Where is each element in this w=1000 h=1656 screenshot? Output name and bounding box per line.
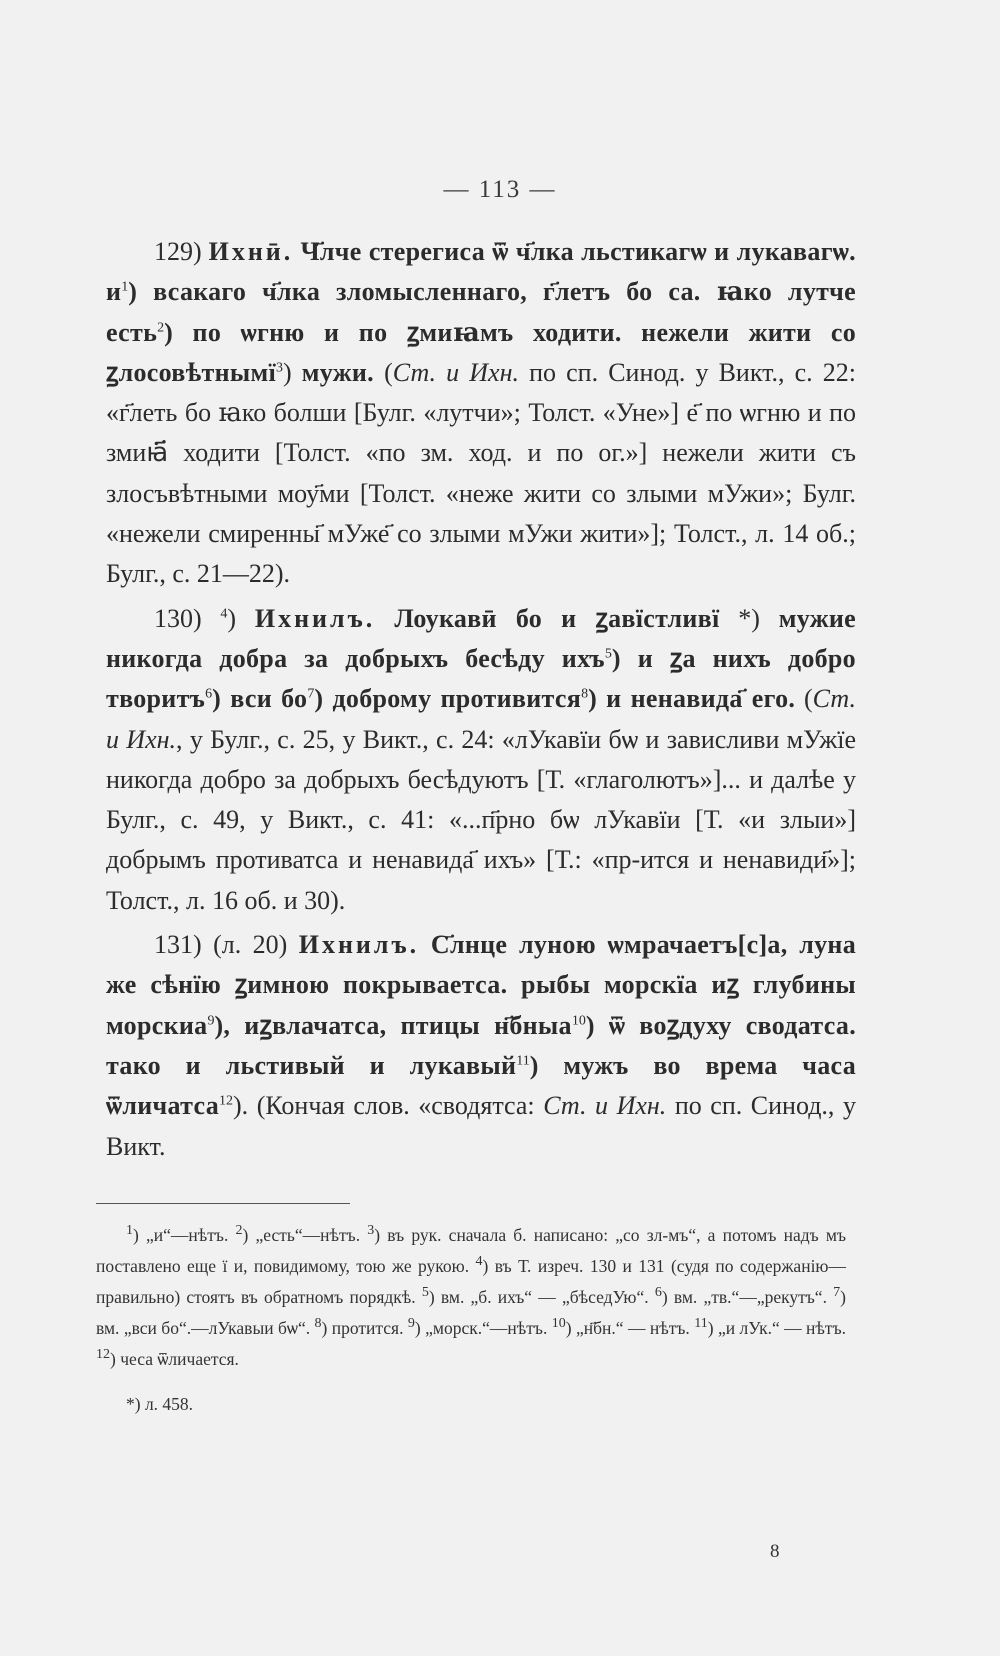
slavonic-text: ) и ꙁа нихъ добро творитъ [106, 643, 856, 714]
text-run: ) „н҃бн.“ — нѣтъ. [565, 1318, 695, 1338]
footnote-ref: 1 [121, 279, 129, 295]
slavonic-text: ) доброму противится [314, 684, 582, 714]
footnote-ref: 1 [126, 1223, 133, 1239]
footnote-ref: 4 [220, 606, 228, 622]
speaker-name: Ихнӣ. [208, 237, 294, 266]
footnotes [96, 1220, 846, 1420]
text-run: ( [795, 684, 813, 714]
slavonic-text: ), иꙁвлачатса, птицы н҃бныа [214, 1010, 572, 1040]
text-run: 129) [154, 237, 209, 266]
footnote-ref: 12 [219, 1093, 233, 1109]
footnote-text [96, 1220, 846, 1375]
footnote-ref: 10 [551, 1316, 566, 1332]
text-run: ) въ рук. сначала б. написано: „со зл-мъ“, а потомъ надъ мъ поставлено еще ї и, повидимому, тою же рукою. [96, 1225, 846, 1276]
slavonic-text: Ч҃лче стерегиса ѿ ч҃лка льстикагѡ и лукавагѡ. и [106, 237, 856, 307]
text-run: ) „и лУк.“ — нѣтъ. [707, 1318, 846, 1338]
text-run: , у Булг., с. 25, у Викт., с. 24: «лУкавїи бѡ и зависливи мУжїе никогда добро за добрыхъ бесѣдуютъ [Т. «глаголютъ»]... и далѣе у Булг., с. 49, у Викт., с. 41: «...п҃рно бѡ лУкавїи [Т. «и злыи»] добрымъ противатса и ненавида҃ ихъ» [Т.: «пр-ится и ненавиди҃»]; Толст., л. 16 об. и 30). [106, 724, 856, 915]
footnote-ref: 10 [571, 1012, 586, 1028]
star-footnote: *) л. 458. [126, 1394, 194, 1414]
signature-mark: 8 [770, 1541, 780, 1562]
footnote-ref: 7 [833, 1285, 841, 1301]
text-run: ) вм. „тв.“—„рекутъ“. [661, 1287, 834, 1307]
entry-129 [106, 232, 856, 595]
slavonic-text: Лоукавӣ бо и ꙁавїстливї [375, 603, 720, 633]
slavonic-text: ) по ѡгню и по ꙁмиꙗмъ ходити. нежели жити со ꙁлосовѣтнымї [106, 317, 856, 387]
footnote-ref: 2 [235, 1223, 243, 1239]
slavonic-text: ) вси бо [212, 684, 308, 714]
footnote-ref: 5 [421, 1285, 429, 1301]
footnote-divider [96, 1203, 350, 1204]
slavonic-text: ) мужъ во врема часа ѿличатса [106, 1050, 856, 1121]
slavonic-text: ) всакаго ч҃лка зломысленнаго, г҃летъ бо са. ꙗко лутче есть [106, 277, 856, 347]
footnote-ref: 3 [367, 1223, 375, 1239]
text-run: ) протится. [321, 1318, 408, 1338]
footnote-ref: 11 [694, 1316, 708, 1332]
text-run: ) вм. „б. ихъ“ — „бѣседУю“. [428, 1287, 655, 1307]
slavonic-text: мужие никогда добра за добрыхъ бесѣду ихъ [106, 603, 856, 673]
footnote-ref: 5 [604, 646, 612, 662]
text-run: ) [227, 603, 255, 633]
entry-131 [106, 925, 856, 1167]
main-text [106, 232, 856, 1171]
footnote-ref: 11 [516, 1053, 530, 1069]
source-abbrev: Ст. и Ихн. [106, 684, 856, 754]
source-abbrev: Ст. и Ихн. [392, 357, 519, 387]
slavonic-text: С҃лнце луною ѡмрачаетъ[с]а, луна же сѣнїю ꙁимною покрываетса. рыбы морскїа иꙁ глубины морскиа [106, 930, 857, 1040]
text-run: 130) [154, 603, 221, 633]
text-run: ( [373, 357, 393, 387]
text-run: ) вм. „вси бо“.—лУкавыи бѡ“. [96, 1287, 846, 1338]
speaker-name: Ихнилъ. [254, 603, 376, 633]
speaker-name: Ихнилъ. [298, 930, 420, 960]
text-run: по сп. Синод. у Викт., с. 22: «г҃леть бо ꙗко болши [Булг. «лутчи»; Толст. «Уне»] е҃ по ѡгню и по змиꙗ҃ ходити [Толст. «по зм. ход. и по ог.»] нежели жити съ злосъвѣтными моу҃ми [Толст. «неже жити со злыми мУжи»; Булг. «нежели смиренны҃ мУже҃ со злыми мУжи жити»]; Толст., л. 14 об.; Булг., с. 21—22). [106, 357, 856, 589]
slavonic-text: мужи. [301, 357, 374, 387]
text-run: *) [719, 603, 779, 633]
entry-130 [106, 599, 856, 921]
slavonic-text: ) ѿ воꙁдуху сводатса. тако и льстивый и лукавый [106, 1010, 856, 1080]
text-run: ) „морск.“—нѣтъ. [414, 1318, 552, 1338]
footnote-ref: 3 [275, 360, 283, 376]
text-run: 131) (л. 20) [154, 930, 299, 960]
source-abbrev: Ст. и Ихн. [543, 1091, 667, 1121]
text-run: ). (Кончая слов. «сводятса: [233, 1091, 544, 1121]
text-run: ) „и“—нѣтъ. [133, 1225, 236, 1245]
footnote-ref: 6 [654, 1285, 662, 1301]
footnote-ref: 8 [314, 1316, 322, 1332]
footnote-ref: 4 [475, 1254, 483, 1270]
footnote-ref: 6 [205, 686, 213, 702]
footnote-ref: 2 [157, 319, 165, 335]
footnote-ref: 7 [307, 686, 315, 702]
slavonic-text: ) и ненавида҃ его. [588, 684, 796, 714]
text-run: ) „есть“—нѣтъ. [242, 1225, 368, 1245]
footnote-ref: 12 [96, 1347, 110, 1363]
footnote-ref: 9 [207, 1012, 215, 1028]
text-run: ) въ Т. изреч. 130 и 131 (судя по содержанію—правильно) стоятъ въ обратномъ порядкѣ. [96, 1256, 847, 1307]
text-run: ) [282, 357, 302, 387]
text-run: ) чеса ѿличается. [110, 1349, 239, 1369]
footnote-ref: 8 [581, 686, 589, 702]
footnote-ref: 9 [407, 1316, 415, 1332]
text-run: по сп. Синод., у Викт. [106, 1091, 856, 1161]
page-number: — 113 — [443, 176, 557, 203]
